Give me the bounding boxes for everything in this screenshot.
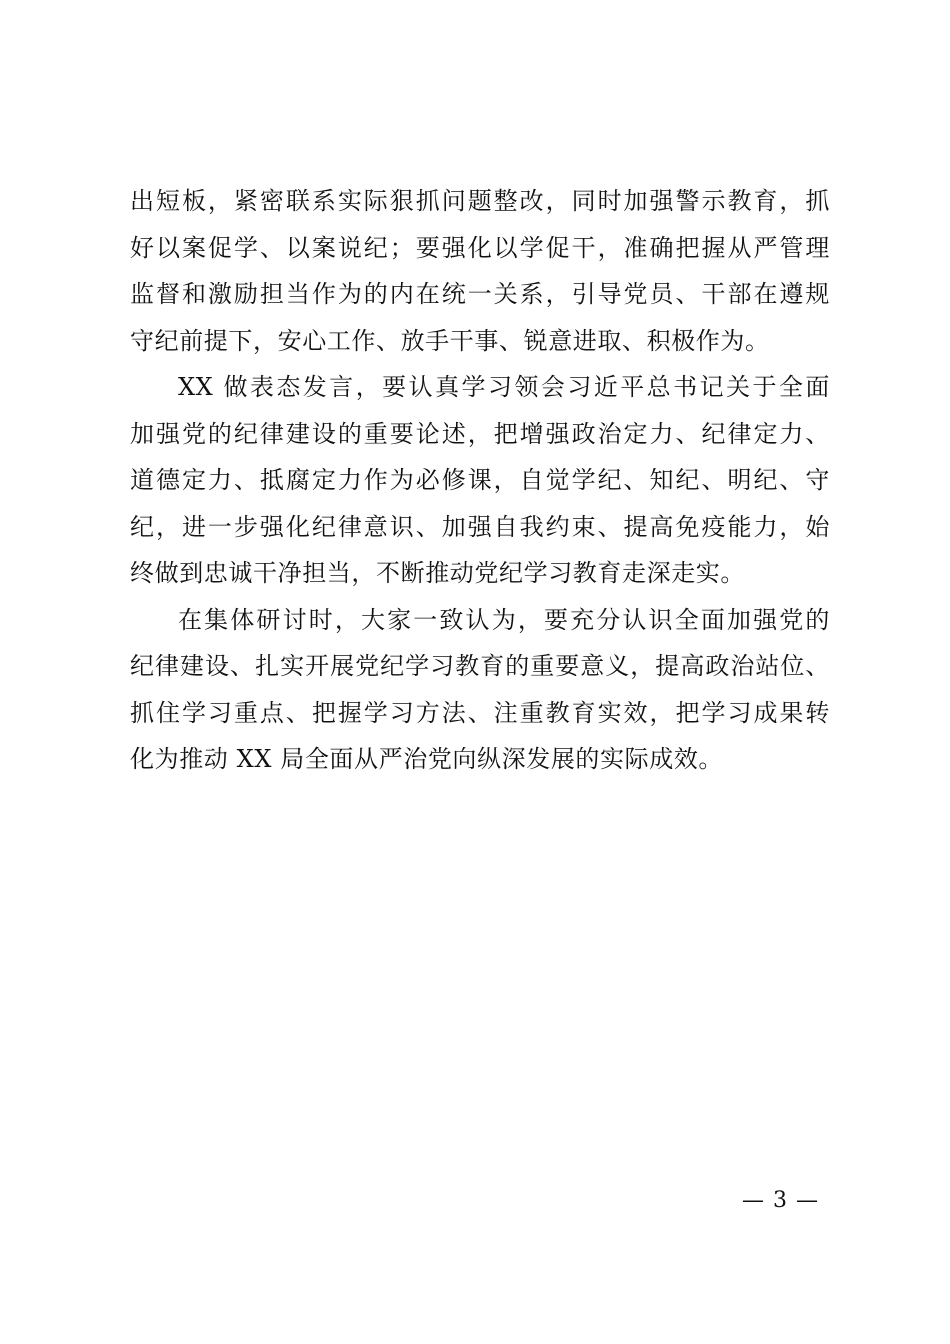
- document-body: [130, 178, 830, 783]
- text-line: 加强党的纪律建设的重要论述，把增强政治定力、纪律定力、: [130, 419, 830, 448]
- text-line: 终做到忠诚干净担当，不断推动党纪学习教育走深走实。: [130, 559, 745, 587]
- text-line: 出短板，紧密联系实际狠抓问题整改，同时加强警示教育，抓: [130, 187, 830, 215]
- text-line: 纪，进一步强化纪律意识、加强自我约束、提高免疫能力，始: [130, 512, 830, 541]
- text-line: 在集体研讨时，大家一致认为，要充分认识全面加强党的: [178, 605, 830, 634]
- text-line: 道德定力、抵腐定力作为必修课，自觉学纪、知纪、明纪、守: [130, 466, 830, 494]
- text-line: 守纪前提下，安心工作、放手干事、锐意进取、积极作为。: [130, 326, 770, 355]
- paragraph: [130, 364, 830, 597]
- text-line: 化为推动 XX 局全面从严治党向纵深发展的实际成效。: [130, 745, 724, 773]
- text-line: 抓住学习重点、把握学习方法、注重教育实效，把学习成果转: [130, 698, 830, 727]
- text-line: 纪律建设、扎实开展党纪学习教育的重要意义，提高政治站位、: [130, 652, 830, 680]
- paragraph: [130, 178, 830, 364]
- page-number: — 3 —: [742, 1188, 819, 1213]
- text-line: XX 做表态发言，要认真学习领会习近平总书记关于全面: [178, 373, 830, 401]
- text-line: 监督和激励担当作为的内在统一关系，引导党员、干部在遵规: [130, 280, 830, 308]
- paragraph: [130, 597, 830, 783]
- text-line: 好以案促学、以案说纪；要强化以学促干，准确把握从严管理: [130, 233, 830, 262]
